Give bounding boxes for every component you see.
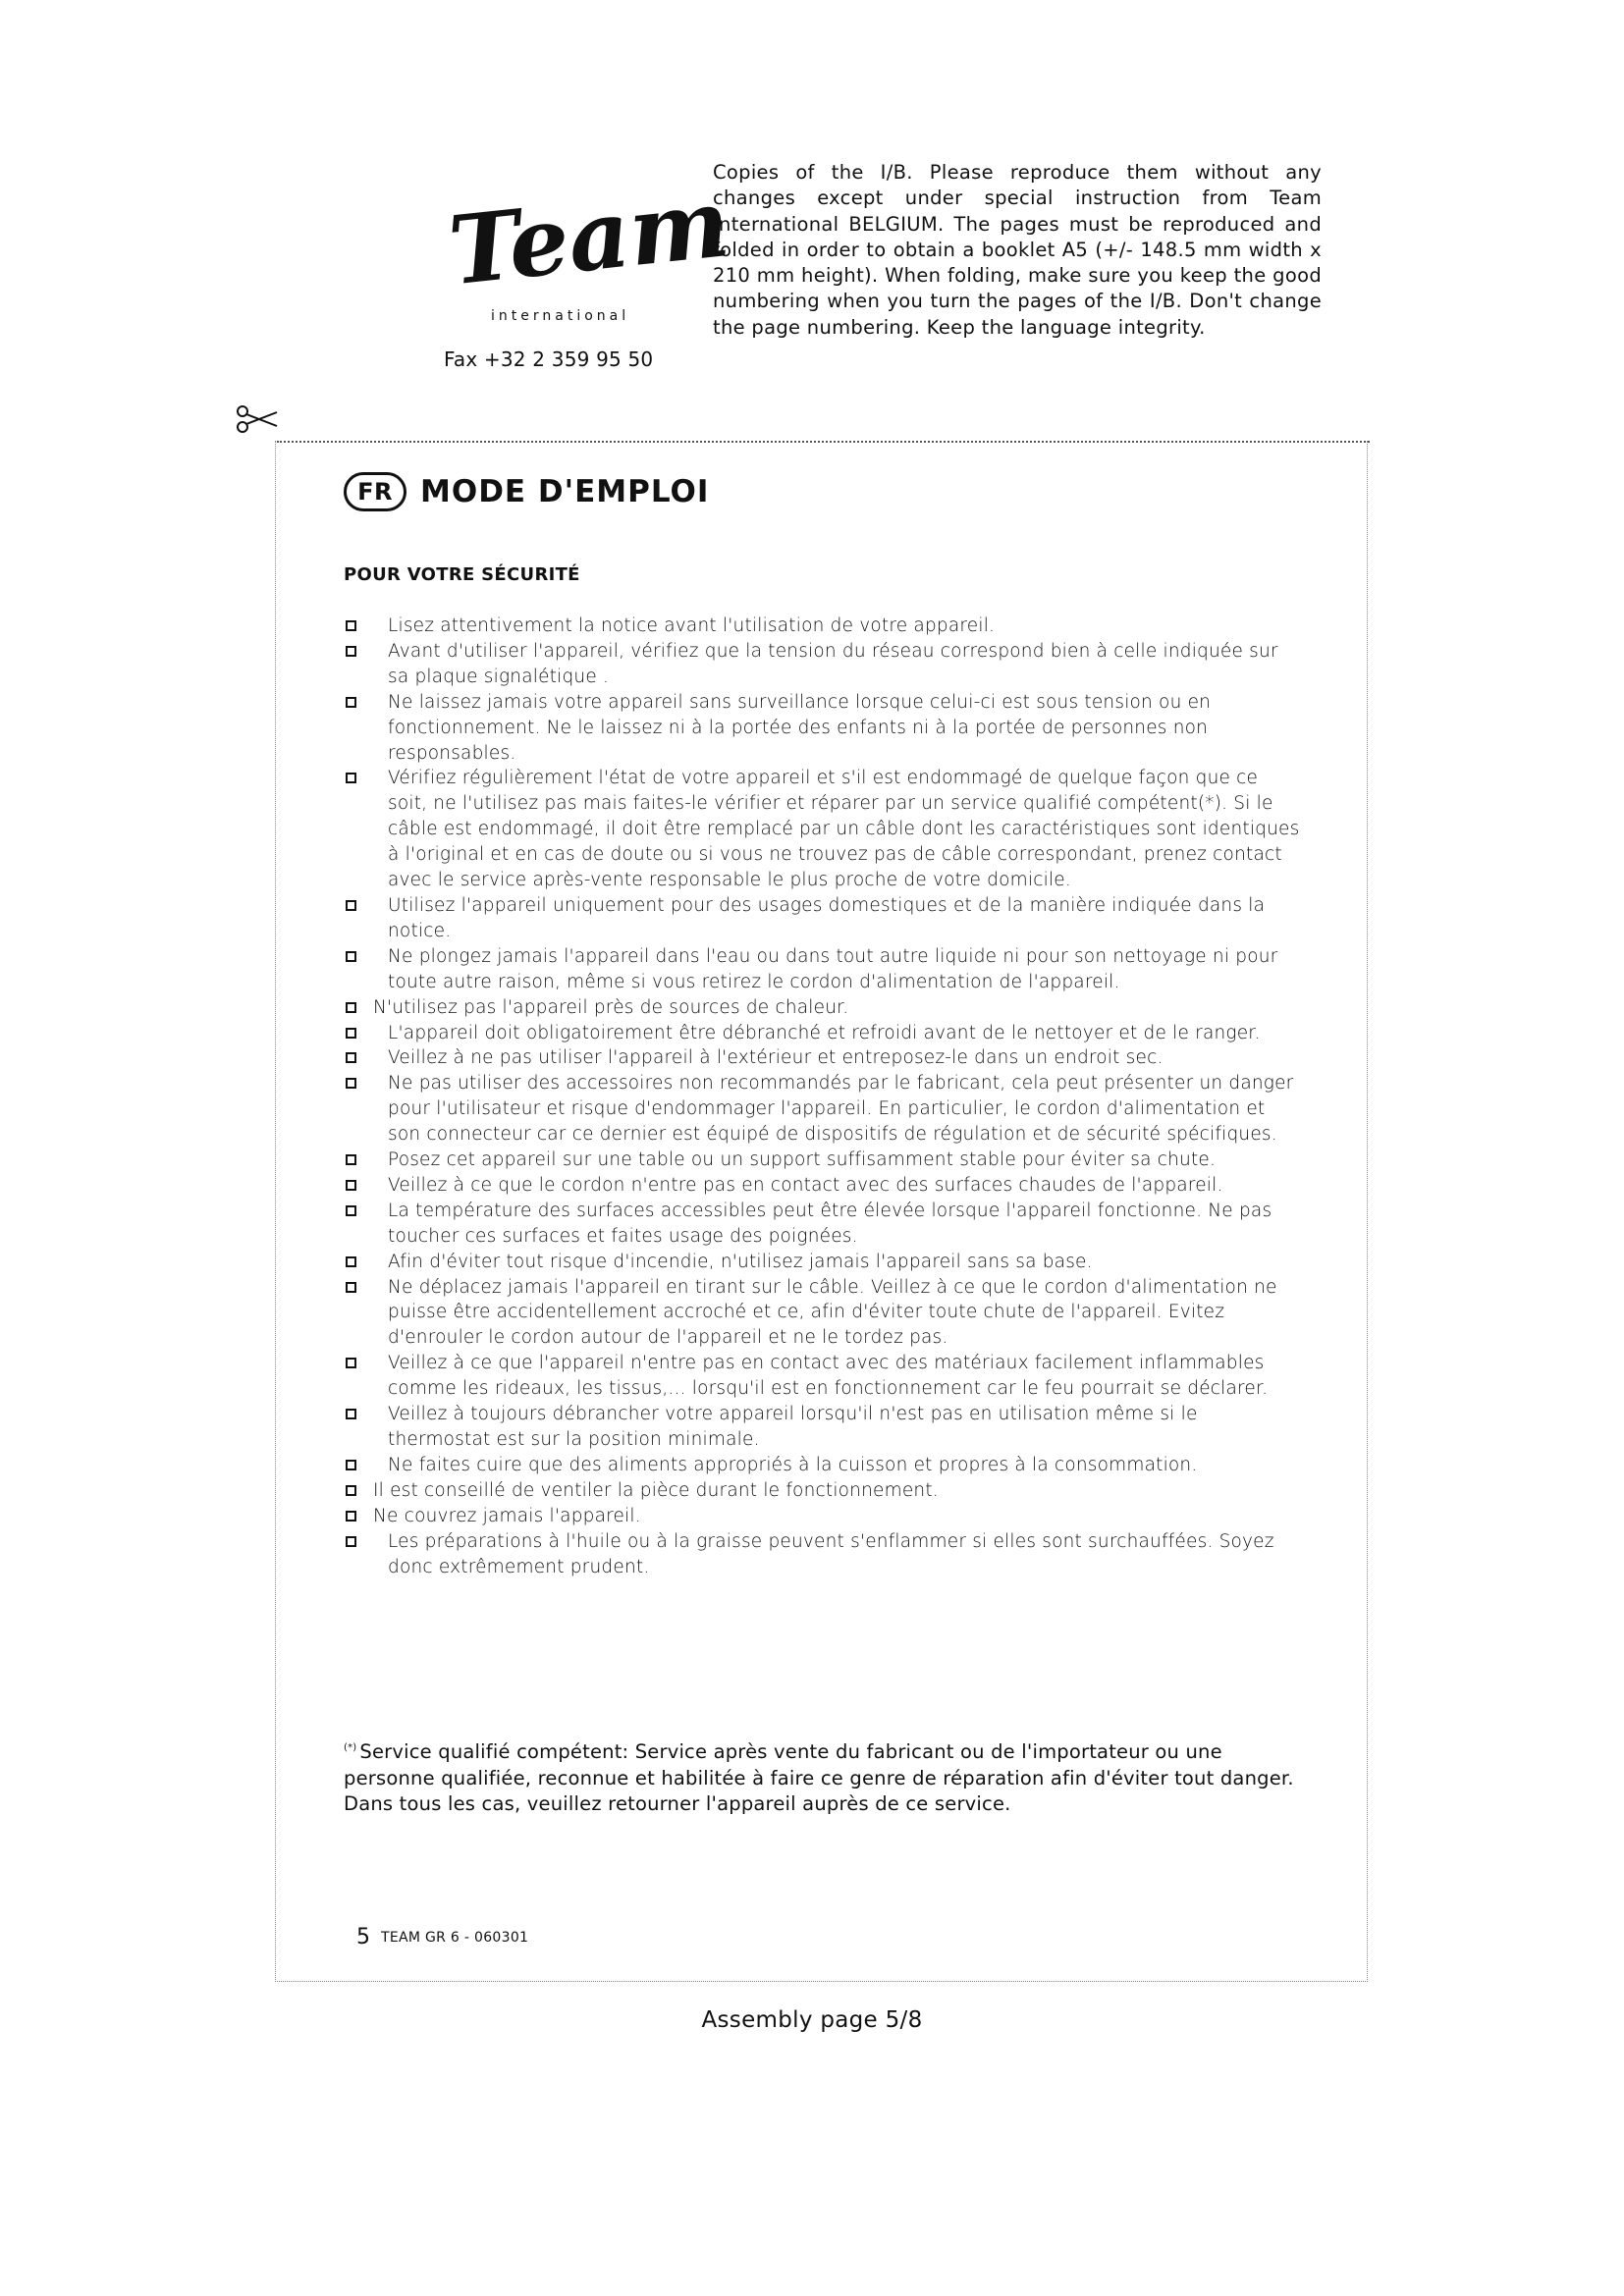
checkbox-square-icon [346,1052,356,1063]
checkbox-square-icon [346,951,356,962]
list-item-text: L'appareil doit obligatoirement être débranché et refroidi avant de le nettoyer et de le ranger. [388,1022,1261,1043]
checkbox-square-icon [346,1180,356,1191]
checkbox-square-icon [346,1078,356,1089]
list-item-text: Ne déplacez jamais l'appareil en tirant sur le câble. Veillez à ce que le cordon d'alimentation ne puisse être accidentellement accroché et ce, afin d'éviter toute chute de l'appareil. Evitez d'enrouler le cordon autour de l'appareil et ne le tordez pas. [388,1276,1277,1349]
list-item [344,995,1301,1021]
list-item-text: Veillez à ce que le cordon n'entre pas en contact avec des surfaces chaudes de l'appareil. [388,1174,1223,1196]
list-item [344,1478,1301,1504]
list-item [344,690,1301,767]
list-item-text: Veillez à toujours débrancher votre appareil lorsqu'il n'est pas en utilisation même si le thermostat est sur la position minimale. [388,1404,1198,1450]
checkbox-square-icon [346,1358,356,1368]
assembly-page-label: Assembly page 5/8 [701,2007,923,2033]
checkbox-square-icon [346,1154,356,1165]
checkbox-square-icon [346,1028,356,1039]
checkbox-square-icon [346,1511,356,1522]
checkbox-square-icon [346,646,356,657]
list-item-text: Ne couvrez jamais l'appareil. [373,1505,641,1526]
list-item-text: Utilisez l'appareil uniquement pour des usages domestiques et de la manière indiquée dans la notice. [388,894,1266,941]
reproduction-notice: Copies of the I/B. Please reproduce them without any changes except under special instruction from Team International BELGIUM. The pages must be reproduced and folded in order to obtain a booklet A5 (+/- 148.5 mm width x 210 mm height). When folding, make sure you keep the good numbering when you turn the pages of the I/B. Don't change the page numbering. Keep the language integrity. [713,161,1322,339]
checkbox-square-icon [346,1256,356,1267]
logo-subtitle: international [491,308,630,324]
list-item-text: Il est conseillé de ventiler la pièce durant le fonctionnement. [373,1479,939,1501]
checkbox-square-icon [346,1485,356,1496]
checkbox-square-icon [346,1409,356,1419]
list-item-text: Ne laissez jamais votre appareil sans surveillance lorsque celui-ci est sous tension ou en fonctionnement. Ne le laissez ni à la portée des enfants ni à la portée de personnes non responsables. [388,691,1212,764]
list-item-text: Afin d'éviter tout risque d'incendie, n'utilisez jamais l'appareil sans sa base. [388,1251,1093,1272]
list-item-text: Avant d'utiliser l'appareil, vérifiez que la tension du réseau correspond bien à celle indiquée sur sa plaque signalétique . [388,640,1278,687]
list-item-text: La température des surfaces accessibles peut être élevée lorsque l'appareil fonctionne. Ne pas toucher ces surfaces et faites usage des poignées. [388,1200,1272,1247]
list-item [344,1504,1301,1529]
list-item [344,639,1301,690]
list-item [344,1453,1301,1478]
checkbox-square-icon [346,1002,356,1013]
checkbox-square-icon [346,620,356,631]
list-item [344,944,1301,995]
list-item-text: N'utilisez pas l'appareil près de sources de chaleur. [373,996,849,1018]
team-logo [432,147,734,344]
language-badge: FR [344,472,406,511]
footnote [344,1735,1316,1818]
checkbox-square-icon [346,900,356,911]
fax-number: Fax +32 2 359 95 50 [444,347,654,371]
list-item [344,614,1301,639]
list-item [344,1250,1301,1275]
list-item-text: Ne plongez jamais l'appareil dans l'eau ou dans tout autre liquide ni pour son nettoyage ni pour toute autre raison, même si vous retirez le cordon d'alimentation de l'appareil. [388,945,1278,992]
checkbox-square-icon [346,1282,356,1293]
list-item-text: Ne pas utiliser des accessoires non recommandés par le fabricant, cela peut présenter un danger pour l'utilisateur et risque d'endommager l'appareil. En particulier, le cordon d'alimentation et son connecteur car ce dernier est équipé de dispositifs de régulation et de sécurité spécifiques. [388,1073,1294,1146]
safety-rules-list [344,614,1301,1579]
logo-wordmark: Team [444,167,734,307]
checkbox-square-icon [346,1460,356,1470]
list-item-text: Les préparations à l'huile ou à la graisse peuvent s'enflammer si elles sont surchauffées. Soyez donc extrêmement prudent. [388,1530,1274,1577]
list-item-text: Lisez attentivement la notice avant l'utilisation de votre appareil. [388,615,996,636]
page-number: 5 [356,1925,370,1949]
list-item [344,1402,1301,1453]
list-item [344,1529,1301,1580]
list-item [344,1275,1301,1352]
checkbox-square-icon [346,1205,356,1216]
section-title: POUR VOTRE SÉCURITÉ [344,564,580,585]
list-item [344,1045,1301,1071]
manual-title: MODE D'EMPLOI [420,474,710,509]
list-item-text: Vérifiez régulièrement l'état de votre appareil et s'il est endommagé de quelque façon que ce soit, ne l'utilisez pas mais faites-le vérifier et réparer par un service qualifié compétent(*). Si le câble est endommagé, il doit être remplacé par un câble dont les caractéristiques sont identiques à l'original et en cas de doute ou si vous ne trouvez pas de câble correspondant, prenez contact avec le service après-vente responsable le plus proche de votre domicile. [388,768,1300,891]
checkbox-square-icon [346,773,356,783]
list-item-text: Veillez à ne pas utiliser l'appareil à l'extérieur et entreposez-le dans un endroit sec. [388,1047,1164,1069]
list-item [344,1173,1301,1199]
list-item [344,1351,1301,1402]
model-reference: TEAM GR 6 - 060301 [381,1930,529,1946]
scissors-icon [236,404,279,434]
checkbox-square-icon [346,697,356,708]
manual-heading [344,469,709,514]
list-item-text: Posez cet appareil sur une table ou un support suffisamment stable pour éviter sa chute. [388,1149,1217,1171]
list-item [344,1199,1301,1250]
list-item-text: Ne faites cuire que des aliments appropriés à la cuisson et propres à la consommation. [388,1454,1198,1475]
footnote-text: Service qualifié compétent: Service après vente du fabricant ou de l'importateur ou une personne qualifiée, reconnue et habilitée à faire ce genre de réparation afin d'éviter tout danger. Dans tous les cas, veuillez retourner l'appareil auprès de ce service. [344,1740,1294,1815]
checkbox-square-icon [346,1536,356,1547]
list-item [344,1071,1301,1148]
list-item [344,766,1301,893]
list-item [344,893,1301,944]
list-item [344,1021,1301,1046]
footnote-marker: (*) [344,1742,357,1753]
list-item [344,1148,1301,1173]
list-item-text: Veillez à ce que l'appareil n'entre pas en contact avec des matériaux facilement inflammables comme les rideaux, les tissus,... lorsqu'il est en fonctionnement car le feu pourrait se déclarer. [388,1353,1269,1400]
